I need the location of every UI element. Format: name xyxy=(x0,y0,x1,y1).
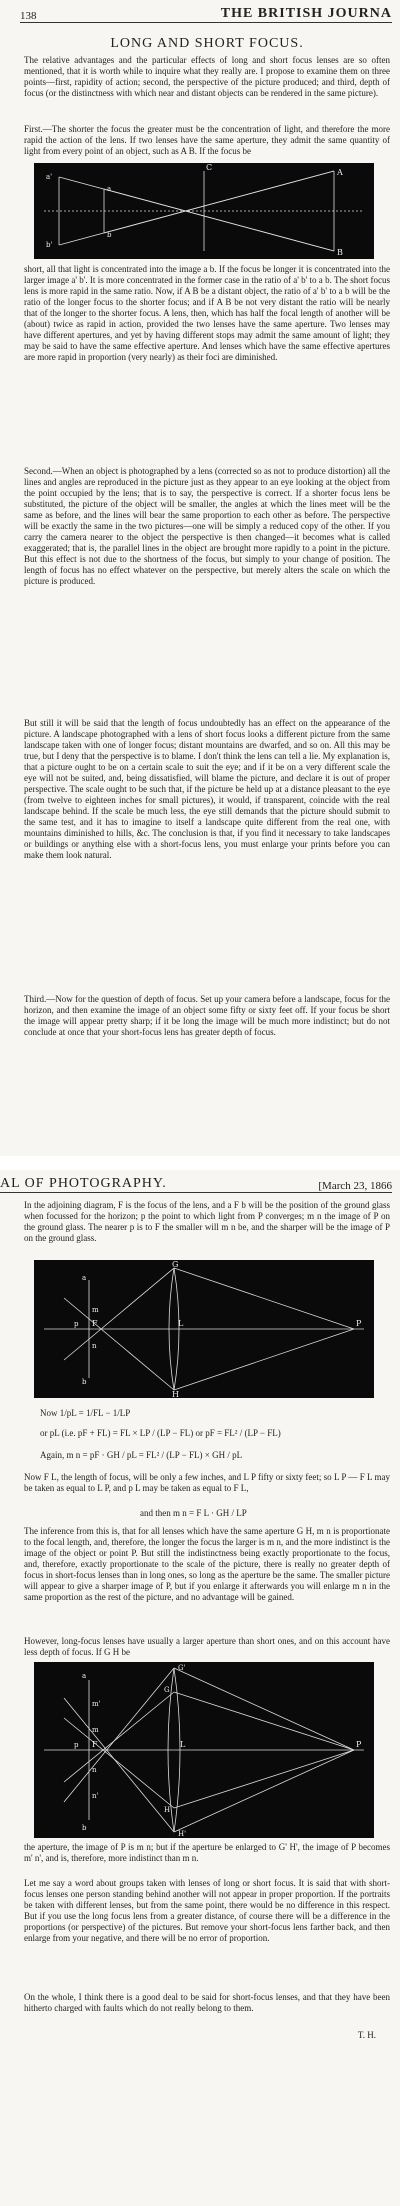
fig2-label-G: G xyxy=(172,1260,179,1269)
paragraph-groups: Let me say a word about groups taken with lenses of long or short focus. It is said that with short-focus lenses one person standing behind another will not appear in proper proportion. If the portraits be taken with different lenses, but from the same point, there would be no difference in this respect. But if you use the long focus lens from a greater distance, of course there will be a difference in the proportions (or perspective) of the pictures. But remove your short-focus lens farther back, and then enlarge from your negative, and there will be no error of proportion. xyxy=(24,1878,390,1943)
fig1-label-A: A xyxy=(337,168,343,177)
fig2-label-p: p xyxy=(74,1320,79,1328)
fig3-label-n: n xyxy=(92,1766,97,1774)
fig3-label-a: a xyxy=(82,1672,87,1680)
figure-lens-diagram-3 xyxy=(34,1662,374,1838)
fig3-label-F: F xyxy=(92,1740,98,1749)
fig1-label-a-prime: a' xyxy=(46,173,53,181)
paragraph-third: Third.—Now for the question of depth of focus. Set up your camera before a landscape, focus for the horizon, and then examine the image of an object some fifty or sixty feet off. If your focus be short the image will appear pretty sharp; if it be long the image will be much more indistinct; but do not conclude at once that your short-focus lens has greater depth of focus. xyxy=(24,994,390,1037)
paragraph-however: However, long-focus lenses have usually a larger aperture than short ones, and on this account have less depth of focus. If G H be xyxy=(24,1636,390,1657)
author-signature: T. H. xyxy=(357,2030,376,2040)
paragraph-diagram-intro: In the adjoining diagram, F is the focus of the lens, and a F b will be the position of the ground glass when focussed for the horizon; p the point to which light from P converges; m n the image of P on the ground glass. The nearer p is to F the smaller will m n be, and the sharper will be the image of P on the ground glass. xyxy=(24,1200,390,1243)
fig2-label-L: L xyxy=(178,1319,184,1328)
fig1-label-b-prime: b' xyxy=(46,241,53,249)
page-header-2 xyxy=(0,1176,392,1193)
fig3-label-m: m xyxy=(92,1726,99,1734)
formula-3: Again, m n = pF · GH / pL = FL² / (LP − FL) × GH / pL xyxy=(40,1450,243,1460)
fig3-label-m-prime: m' xyxy=(92,1700,101,1708)
paragraph-second: Second.—When an object is photographed by a lens (corrected so as not to produce distortion) all the lines and angles are reproduced in the picture just as they appear to an eye looking at the object from the point occupied by the lens; that is to say, the perspective is correct. If a shorter focus lens be substituted, the picture of the object will be smaller, the angles at which the lines meet will be the same as before, and the lines will bear the same proportion to each other as before. The perspective will be exactly the same in the two pictures—one will be simply a reduced copy of the other. If you carry the camera nearer to the object the perspective is then changed—it becomes what is called exaggerated; that is, the parallel lines in the object are brought more rapidly to a point in the picture. But this effect is not due to the shortness of the focus, but simply to your change of position. The length of focus has no effect whatever on the perspective, but merely alters the scale on which the picture is produced. xyxy=(24,466,390,586)
paragraph-first-continued: short, all that light is concentrated into the image a b. If the focus be longer it is concentrated into the larger image a' b'. It is more concentrated in the former case in the ratio of a' b' to a b. The short focus lens is more rapid in the same ratio. Now, if A B be a distant object, the ratio of a' b' to a b will be the ratio of the longer focus to the shorter focus; and if A B be not very distant the ratio will be nearly that of the longer to the shorter focus. A lens, then, which has half the focal length of another will be (about) twice as rapid in action, provided the two lenses have the same aperture. Two lenses may have different apertures, and yet by having different stops may admit the same amount of light; they may be said to have the same effective aperture. And lenses which have the same effective apertures are more rapid in proportion (very nearly) as their foci are diminished. xyxy=(24,264,390,362)
figure-lens-diagram-2 xyxy=(34,1260,374,1398)
fig3-label-H-prime: H' xyxy=(178,1830,187,1838)
figure-1-svg xyxy=(34,163,374,259)
fig1-label-b: b xyxy=(107,231,112,239)
figure-2-svg xyxy=(34,1260,374,1398)
issue-date: [March 23, 1866 xyxy=(318,1180,392,1192)
page-right xyxy=(0,1170,400,2206)
figure-lens-diagram-1 xyxy=(34,163,374,259)
paragraph-first: First.—The shorter the focus the greater must be the concentration of light, and therefore the more rapid the action of the lens. If two lenses have the same aperture, they admit the same quantity of light from every point of an object, such as A B. If the focus be xyxy=(24,124,390,156)
paragraph-still: But still it will be said that the length of focus undoubtedly has an effect on the appearance of the picture. A landscape photographed with a lens of short focus looks a different picture from the same landscape taken with one of longer focus; distant mountains are dwarfed, and so on. All this may be true, but I deny that the perspective is to blame. I don't think the lens can tell a lie. My explanation is, that a picture ought to be on a certain scale to suit the eye; and if it be on a very different scale the eye will not be suited, and, being dissatisfied, will blame the picture, and declare it is out of proper perspective. The scale ought to be such that, if the picture be held up at a distance pleasant to the eye (from twelve to eighteen inches for small pictures), it would, if transparent, coincide with the real landscape behind. If the scale be much less, the eye still demands that the picture should submit to the same test, and it has to imagine to itself a landscape quite different from the real one, with mountains diminished to hills, &c. The conclusion is that, if you find it necessary to take landscapes or buildings or anything else with a short-focus lens, you must enlarge your prints before you can make them look natural. xyxy=(24,718,390,860)
page-number: 138 xyxy=(20,10,37,22)
formula-2: or pL (i.e. pF + FL) = FL × LP / (LP − FL) or pF = FL² / (LP − FL) xyxy=(40,1428,281,1438)
fig3-label-H: H xyxy=(164,1806,171,1814)
paragraph-inference: The inference from this is, that for all lenses which have the same aperture G H, m n is proportionate to the focal length, and, therefore, the longer the focus the larger is m n, and the more indistinct is the image of the object or point P. But still the indistinctness being exactly proportionate to the focus, and, therefore, exactly proportionate to the scale of the picture, there is really no greater depth of focus in short-focus lenses than in long ones, so long as the aperture be the same. The smaller picture will appear to give a sharper image of P, but if you enlarge it afterwards you will enlarge m n in the same proportion as the rest of the picture, and no advantage will be gained. xyxy=(24,1526,390,1602)
fig2-label-n: n xyxy=(92,1342,97,1350)
article-title: LONG AND SHORT FOCUS. xyxy=(110,36,304,51)
fig3-label-b: b xyxy=(82,1824,87,1832)
fig1-label-B: B xyxy=(337,248,343,257)
fig2-label-m: m xyxy=(92,1306,99,1314)
fig3-label-P: P xyxy=(356,1740,362,1749)
fig3-label-n-prime: n' xyxy=(92,1792,99,1800)
paragraph-aperture: the aperture, the image of P is m n; but if the aperture be enlarged to G' H', the image of P becomes m' n', and is, therefore, more indistinct than m n. xyxy=(24,1842,390,1863)
paragraph-conclusion: On the whole, I think there is a good deal to be said for short-focus lenses, and that they have been hitherto charged with faults which do not really belong to them. xyxy=(24,1992,390,2013)
paragraph-intro: The relative advantages and the particular effects of long and short focus lenses are so often mentioned, that it is worth while to inquire what they really are. I propose to examine them on three points—first, rapidity of action; second, the perspective of the picture produced; and third, depth of focus (or the distinctness with which near and distant objects can be rendered in the same picture). xyxy=(24,55,390,98)
fig2-label-P: P xyxy=(356,1319,362,1328)
page-header xyxy=(20,6,392,23)
fig3-label-L: L xyxy=(180,1740,186,1749)
fig2-label-a: a xyxy=(82,1274,87,1282)
formula-4: and then m n = F L · GH / LP xyxy=(140,1508,247,1518)
journal-title: THE BRITISH JOURNA xyxy=(220,6,392,21)
fig1-label-a: a xyxy=(107,185,112,193)
fig2-label-H: H xyxy=(172,1390,179,1398)
paragraph-focal-length: Now F L, the length of focus, will be only a few inches, and L P fifty or sixty feet; so L P — F L may be taken as equal to L P, and p L may be taken as equal to F L, xyxy=(24,1472,390,1493)
fig3-label-G: G xyxy=(164,1686,170,1694)
fig1-label-C: C xyxy=(206,163,213,172)
journal-title-continued: AL OF PHOTOGRAPHY. xyxy=(0,1176,167,1191)
fig2-label-b: b xyxy=(82,1378,87,1386)
fig3-label-G-prime: G' xyxy=(178,1664,186,1672)
formula-1: Now 1/pL = 1/FL − 1/LP xyxy=(40,1408,131,1418)
fig3-label-p: p xyxy=(74,1741,79,1749)
figure-3-svg xyxy=(34,1662,374,1838)
fig2-label-F: F xyxy=(92,1319,98,1328)
